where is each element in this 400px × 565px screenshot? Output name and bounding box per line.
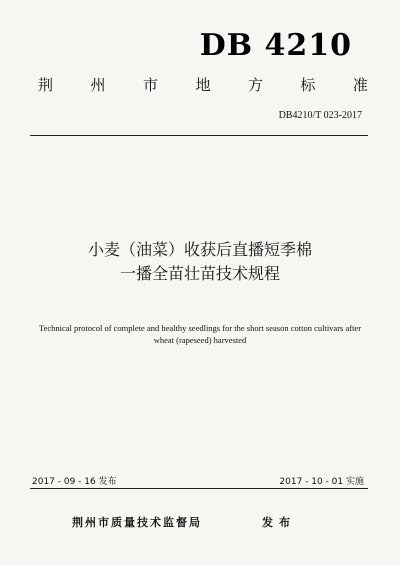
english-title-line-2: wheat (rapeseed) harvested — [153, 335, 247, 345]
title-line-2: 一播全苗壮苗技术规程 — [119, 264, 280, 283]
standard-name-char: 方 — [247, 76, 263, 94]
bottom-divider — [30, 488, 368, 489]
publish-date: 2017 - 09 - 16 发布 — [32, 477, 117, 487]
standard-name-char: 市 — [142, 76, 158, 94]
document-title — [0, 238, 400, 286]
standard-number: DB4210/T 023-2017 — [278, 110, 362, 121]
english-title-line-1: Technical protocol of complete and healthy seedlings for the short season cotton cultivars after — [38, 323, 362, 333]
standard-name-char: 标 — [300, 76, 316, 94]
issuing-authority: 荆州市质量技术监督局 — [72, 516, 202, 529]
standard-name-char: 地 — [195, 76, 211, 94]
standard-name-char: 荆 — [38, 76, 54, 94]
english-title — [30, 322, 370, 346]
issue-label: 发布 — [262, 516, 296, 529]
title-line-1: 小麦（油菜）收获后直播短季棉 — [87, 240, 312, 259]
standard-name — [38, 74, 368, 95]
top-divider — [30, 135, 368, 136]
standard-name-char: 州 — [90, 76, 106, 94]
implement-date: 2017 - 10 - 01 实施 — [279, 477, 364, 487]
standard-code: DB 4210 — [199, 28, 352, 63]
standard-name-char: 准 — [352, 76, 368, 94]
